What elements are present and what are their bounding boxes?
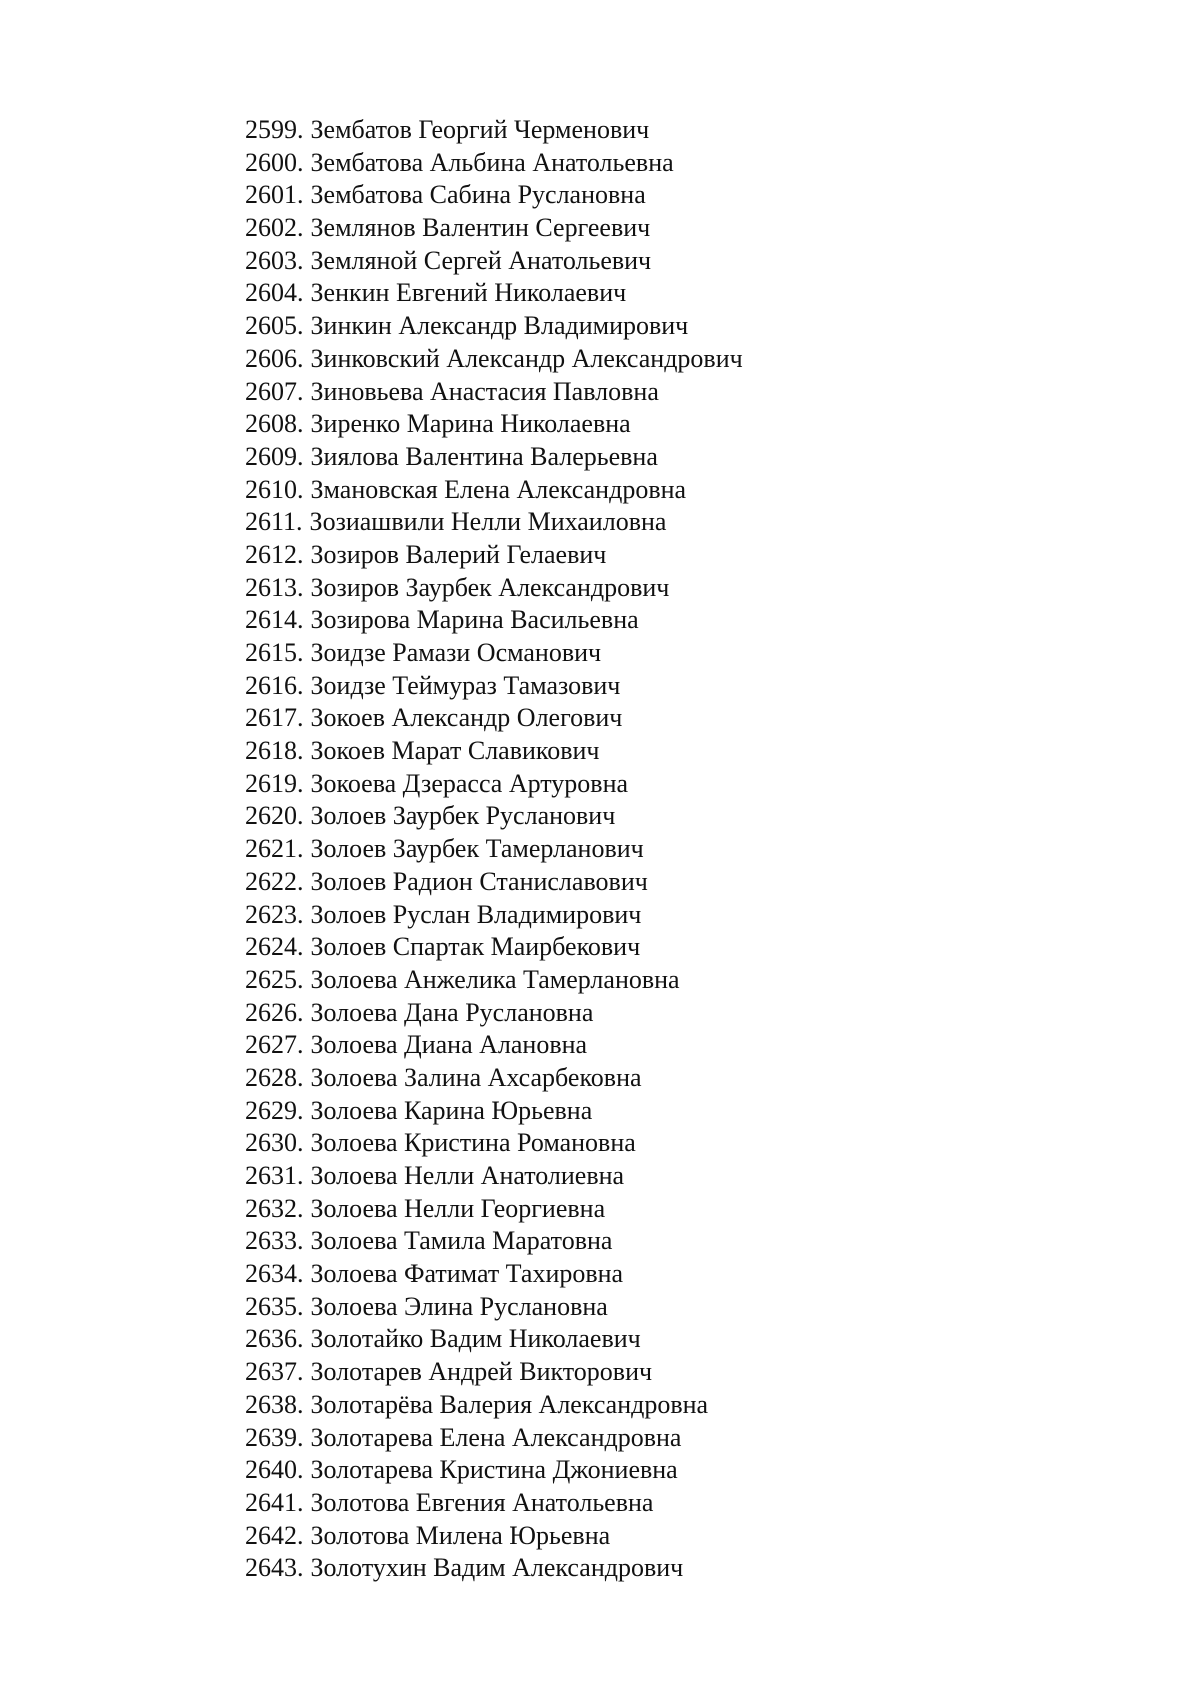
entry-name: Золоева Нелли Георгиевна — [310, 1193, 606, 1223]
entry-name: Зокоев Марат Славикович — [310, 736, 600, 766]
entry-name: Зиренко Марина Николаевна — [310, 409, 631, 439]
entry-name: Зенкин Евгений Николаевич — [310, 278, 627, 308]
entry-number: 2606. — [245, 343, 304, 373]
entry-number: 2619. — [245, 768, 304, 798]
list-item — [245, 572, 743, 605]
entry-name: Зембатова Альбина Анатольевна — [310, 147, 674, 177]
entry-name: Золотарёва Валерия Александровна — [310, 1389, 709, 1419]
list-item — [245, 1095, 743, 1128]
entry-number: 2614. — [245, 605, 304, 635]
list-item — [245, 1193, 743, 1226]
entry-name: Змановская Елена Александровна — [310, 474, 687, 504]
list-item — [245, 179, 743, 212]
entry-number: 2632. — [245, 1193, 304, 1223]
entry-name: Золотайко Вадим Николаевич — [310, 1324, 641, 1354]
entry-name: Зембатов Георгий Черменович — [310, 115, 650, 144]
entry-number: 2612. — [245, 539, 304, 569]
entry-name: Золоева Диана Алановна — [310, 1030, 588, 1060]
entry-number: 2613. — [245, 572, 304, 602]
entry-number: 2630. — [245, 1128, 304, 1158]
entry-number: 2602. — [245, 213, 304, 243]
entry-number: 2610. — [245, 474, 304, 504]
entry-name: Зинковский Александр Александрович — [310, 343, 743, 373]
entry-number: 2603. — [245, 245, 304, 275]
list-item — [245, 1225, 743, 1258]
list-item — [245, 1062, 743, 1095]
entry-number: 2624. — [245, 932, 304, 962]
list-item — [245, 277, 743, 310]
entry-number: 2626. — [245, 997, 304, 1027]
entry-name: Золоева Карина Юрьевна — [310, 1095, 593, 1125]
list-item — [245, 1029, 743, 1062]
entry-number: 2629. — [245, 1095, 304, 1125]
entry-number: 2628. — [245, 1062, 304, 1092]
entry-number: 2631. — [245, 1161, 304, 1190]
entry-name: Зоидзе Рамази Османович — [310, 638, 602, 667]
entry-name: Золотарев Андрей Викторович — [310, 1357, 653, 1387]
entry-number: 2643. — [245, 1553, 304, 1583]
entry-name: Зоидзе Теймураз Тамазович — [310, 670, 621, 700]
entry-name: Золоева Дана Руслановна — [310, 997, 594, 1027]
entry-name: Зокоева Дзерасса Артуровна — [310, 768, 629, 798]
entry-name: Золоев Заурбек Русланович — [310, 801, 616, 831]
entry-number: 2639. — [245, 1422, 304, 1452]
entry-number: 2607. — [245, 376, 304, 406]
entry-number: 2605. — [245, 311, 304, 341]
entry-name: Золоева Тамила Маратовна — [310, 1226, 613, 1256]
entry-number: 2609. — [245, 441, 304, 471]
list-item — [245, 1520, 743, 1553]
list-item — [245, 474, 743, 507]
list-item — [245, 408, 743, 441]
list-item — [245, 964, 743, 997]
list-item — [245, 1356, 743, 1389]
list-item — [245, 343, 743, 376]
name-list — [245, 114, 743, 1585]
entry-number: 2638. — [245, 1389, 304, 1419]
entry-number: 2627. — [245, 1030, 304, 1060]
list-item — [245, 833, 743, 866]
entry-name: Золоев Радион Станиславович — [310, 866, 648, 896]
entry-number: 2601. — [245, 180, 304, 210]
list-item — [245, 539, 743, 572]
list-item — [245, 866, 743, 899]
list-item — [245, 506, 743, 539]
list-item — [245, 800, 743, 833]
entry-name: Золоева Фатимат Тахировна — [310, 1259, 624, 1289]
entry-name: Зозиашвили Нелли Михаиловна — [309, 507, 667, 537]
entry-name: Зинкин Александр Владимирович — [310, 311, 689, 341]
list-item — [245, 441, 743, 474]
list-item — [245, 931, 743, 964]
list-item — [245, 1422, 743, 1455]
entry-number: 2599. — [245, 115, 304, 144]
list-item — [245, 1389, 743, 1422]
list-item — [245, 637, 743, 670]
entry-name: Золоева Элина Руслановна — [310, 1291, 608, 1321]
entry-number: 2621. — [245, 834, 304, 864]
list-item — [245, 1291, 743, 1324]
entry-number: 2617. — [245, 703, 304, 733]
entry-name: Золоев Руслан Владимирович — [310, 899, 642, 929]
entry-name: Зембатова Сабина Руслановна — [310, 180, 646, 210]
entry-name: Зозиров Валерий Гелаевич — [310, 539, 607, 569]
entry-number: 2642. — [245, 1520, 304, 1550]
list-item — [245, 1454, 743, 1487]
list-item — [245, 1127, 743, 1160]
list-item — [245, 670, 743, 703]
list-item — [245, 310, 743, 343]
entry-name: Золотова Милена Юрьевна — [310, 1520, 611, 1550]
entry-name: Землянов Валентин Сергеевич — [310, 213, 651, 243]
entry-number: 2640. — [245, 1455, 304, 1485]
entry-name: Зозирова Марина Васильевна — [310, 605, 639, 635]
list-item — [245, 1160, 743, 1193]
list-item — [245, 604, 743, 637]
list-item — [245, 899, 743, 932]
entry-name: Зокоев Александр Олегович — [310, 703, 623, 733]
entry-number: 2604. — [245, 278, 304, 308]
entry-number: 2634. — [245, 1259, 304, 1289]
entry-name: Земляной Сергей Анатольевич — [310, 245, 652, 275]
list-item — [245, 768, 743, 801]
entry-number: 2616. — [245, 670, 304, 700]
list-item — [245, 1258, 743, 1291]
list-item — [245, 997, 743, 1030]
entry-name: Золоева Залина Ахсарбековна — [310, 1062, 642, 1092]
entry-number: 2636. — [245, 1324, 304, 1354]
entry-name: Зозиров Заурбек Александрович — [310, 572, 670, 602]
entry-name: Золоев Заурбек Тамерланович — [310, 834, 644, 864]
entry-name: Зиновьева Анастасия Павловна — [310, 376, 659, 406]
entry-number: 2600. — [245, 147, 304, 177]
entry-name: Золотарева Кристина Джониевна — [310, 1455, 678, 1485]
entry-number: 2608. — [245, 409, 304, 439]
entry-number: 2635. — [245, 1291, 304, 1321]
entry-number: 2625. — [245, 964, 304, 994]
entry-name: Золотова Евгения Анатольевна — [310, 1487, 654, 1517]
entry-number: 2637. — [245, 1357, 304, 1387]
entry-number: 2623. — [245, 899, 304, 929]
list-item — [245, 147, 743, 180]
entry-number: 2618. — [245, 736, 304, 766]
entry-name: Золоева Нелли Анатолиевна — [310, 1161, 625, 1190]
entry-name: Золоева Кристина Романовна — [310, 1128, 636, 1158]
list-item — [245, 1323, 743, 1356]
list-item — [245, 1552, 743, 1585]
entry-number: 2622. — [245, 866, 304, 896]
entry-number: 2620. — [245, 801, 304, 831]
entry-name: Золоева Анжелика Тамерлановна — [310, 964, 680, 994]
list-item — [245, 1487, 743, 1520]
list-item — [245, 212, 743, 245]
entry-number: 2641. — [245, 1487, 304, 1517]
entry-number: 2611. — [245, 507, 303, 537]
entry-number: 2633. — [245, 1226, 304, 1256]
list-item — [245, 114, 743, 147]
list-item — [245, 735, 743, 768]
list-item — [245, 245, 743, 278]
list-item — [245, 702, 743, 735]
entry-name: Золотарева Елена Александровна — [310, 1422, 682, 1452]
list-item — [245, 376, 743, 409]
entry-name: Зиялова Валентина Валерьевна — [310, 441, 658, 471]
entry-number: 2615. — [245, 638, 304, 667]
entry-name: Золоев Спартак Маирбекович — [310, 932, 641, 962]
entry-name: Золотухин Вадим Александрович — [310, 1553, 684, 1583]
